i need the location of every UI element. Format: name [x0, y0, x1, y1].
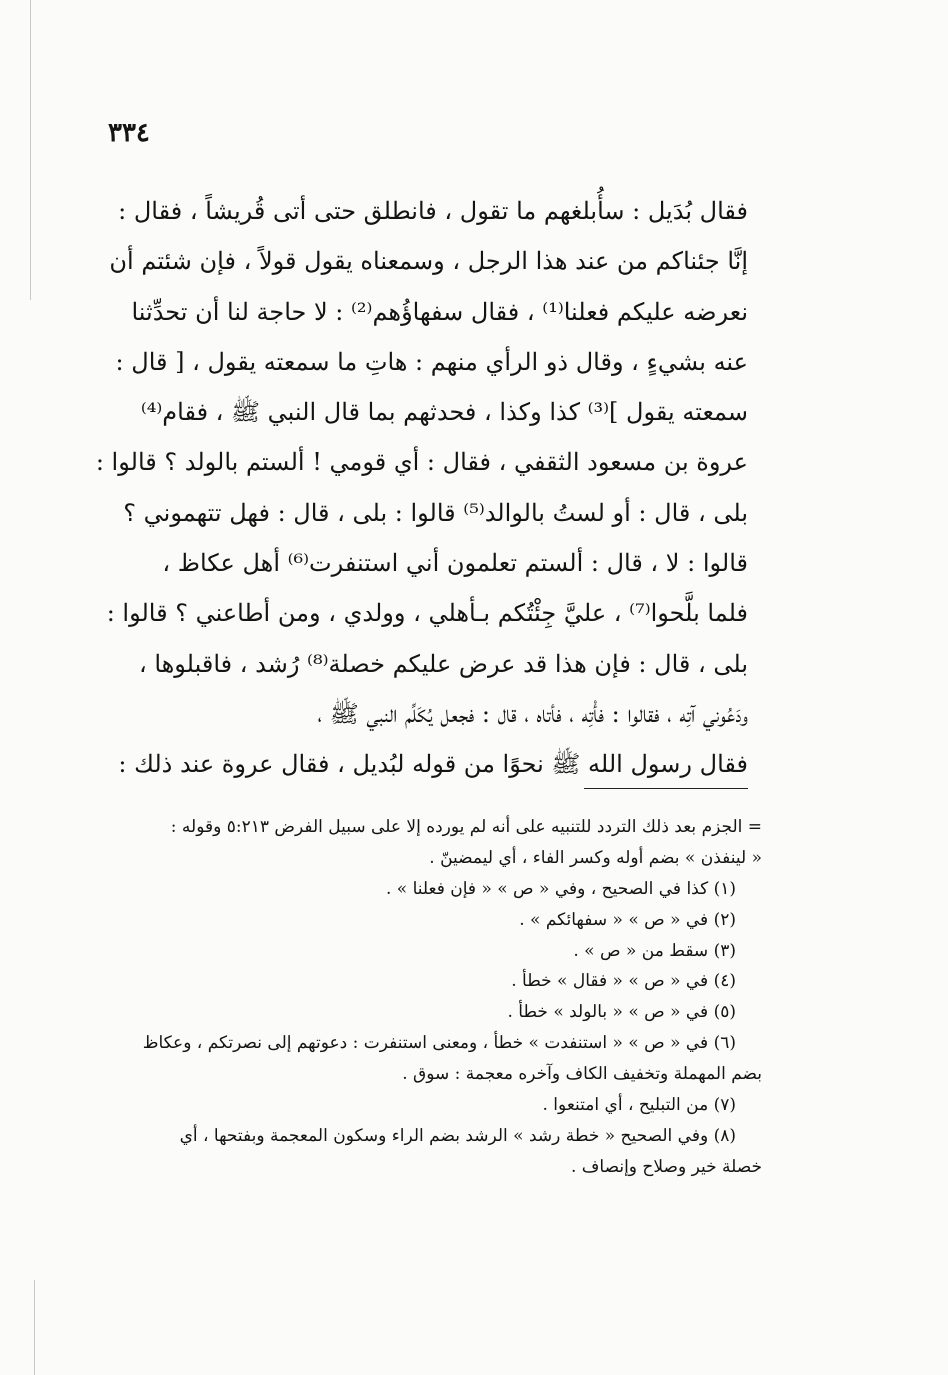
main-line: نعرضه عليكم فعلنا⁽¹⁾ ، فقال سفهاؤُهم⁽²⁾ : لا حاجة لنا أن تحدِّثنا [131, 297, 748, 326]
main-line: فقال رسول الله ﷺ نحوًا من قوله لبُديل ، فقال عروة عند ذلك : [118, 750, 748, 779]
scan-edge-left-lower [34, 1280, 35, 1375]
footnote-8: (٨) وفي الصحيح « خطة رشد » الرشد بضم الراء وسكون المعجمة وبفتحها ، أي [179, 1125, 736, 1146]
footnote-7: (٧) من التبليح ، أي امتنعوا . [542, 1095, 736, 1116]
scan-edge-left [30, 0, 31, 300]
footnote-5: (٥) في « ص » « بالولد » خطأ . [507, 1002, 736, 1023]
main-line: فلما بلَّحوا⁽⁷⁾ ، عليَّ جِئْتُكم بـأهلي ، وولدي ، ومن أطاعني ؟ قالوا : [106, 599, 748, 628]
main-line: سمعته يقول ]⁽³⁾ كذا وكذا ، فحدثهم بما قال النبي ﷺ ، فقام⁽⁴⁾ [140, 398, 748, 427]
footnote-line: = الجزم بعد ذلك التردد للتنبيه على أنه لم يورده إلا على سبيل الفرض ٥:٢١٣ وقوله : [170, 817, 762, 837]
main-line: إنَّا جئناكم من عند هذا الرجل ، وسمعناه يقول قولاً ، فإن شئتم أن [109, 247, 748, 276]
main-line: بلى ، قال : فإن هذا قد عرض عليكم خصلة⁽⁸⁾ رُشد ، فاقبلوها ، [138, 649, 748, 678]
footnote-line: خصلة خير وصلاح وإنصاف . [570, 1156, 762, 1177]
main-line: عنه بشيءٍ ، وقال ذو الرأي منهم : هاتِ ما سمعته يقول ، [ قال : [115, 347, 748, 376]
page-number: ٣٣٤ [108, 118, 150, 148]
main-line: بلى ، قال : أو لستُ بالوالد⁽⁵⁾ قالوا : بلى ، قال : فهل تتهموني ؟ [123, 498, 748, 527]
footnote-6: (٦) في « ص » « استنفدت » خطأ ، ومعنى استنفرت : دعوتهم إلى نصرتكم ، وعكاظ [142, 1033, 736, 1054]
footnote-1: (١) كذا في الصحيح ، وفي « ص » « فإن فعلنا » . [385, 878, 736, 899]
main-line: ودَعُوني آتِه ، فقالوا : فأْتِه ، فأتاه ، قال : فجعل يُكَلِّم النبي ﷺ ، [317, 699, 748, 728]
footnote-2: (٢) في « ص » « سفهائكم » . [519, 909, 736, 930]
main-line: عروة بن مسعود الثقفي ، فقال : أي قومي ! ألستم بالولد ؟ قالوا : [95, 448, 748, 477]
footnote-line: « لينفذن » بضم أوله وكسر الفاء ، أي ليمضينّ . [429, 847, 762, 868]
footnote-line: بضم المهملة وتخفيف الكاف وآخره معجمة : سوق . [402, 1064, 762, 1085]
footnotes [92, 812, 762, 1183]
main-text [92, 186, 748, 790]
footnote-separator [584, 788, 748, 789]
main-line: قالوا : لا ، قال : ألستم تعلمون أني استنفرت⁽⁶⁾ أهل عكاظ ، [162, 549, 748, 578]
main-line: فقال بُدَيل : سأُبلغهم ما تقول ، فانطلق حتى أتى قُريشاً ، فقال : [118, 197, 748, 225]
footnote-4: (٤) في « ص » « فقال » خطأ . [511, 971, 736, 992]
footnote-3: (٣) سقط من « ص » . [573, 940, 736, 961]
